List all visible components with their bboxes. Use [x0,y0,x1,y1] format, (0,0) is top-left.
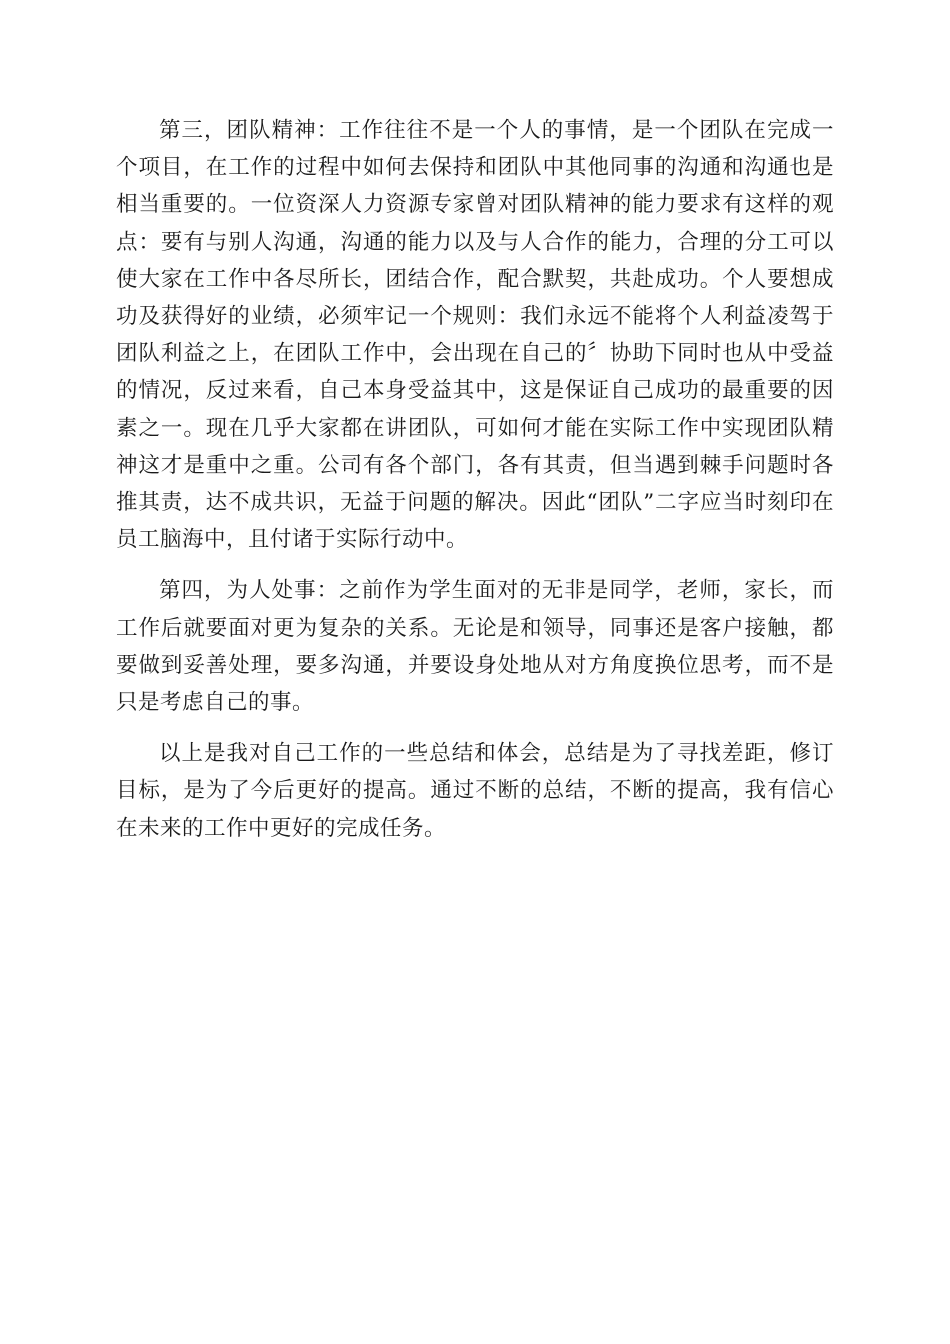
paragraph-conclusion: 以上是我对自己工作的一些总结和体会，总结是为了寻找差距，修订目标，是为了今后更好的提高。通过不断的总结，不断的提高，我有信心在未来的工作中更好的完成任务。 [116,741,834,841]
paragraph-team-spirit: 第三，团队精神：工作往往不是一个人的事情，是一个团队在完成一个项目，在工作的过程中如何去保持和团队中其他同事的沟通和沟通也是相当重要的。一位资深人力资源专家曾对团队精神的能力要求有这样的观点：要有与别人沟通，沟通的能力以及与人合作的能力，合理的分工可以使大家在工作中各尽所长，团结合作，配合默契，共赴成功。个人要想成功及获得好的业绩，必须牢记一个规则：我们永远不能将个人利益凌驾于团队利益之上，在团队工作中，会出现在自己的〞协助下同时也从中受益的情况，反过来看，自己本身受益其中，这是保证自己成功的最重要的因素之一。现在几乎大家都在讲团队，可如何才能在实际工作中实现团队精神这才是重中之重。公司有各个部门，各有其责，但当遇到棘手问题时各推其责，达不成共识，无益于问题的解决。因此“团队”二字应当时刻印在员工脑海中，且付诸于实际行动中。 [116,118,834,553]
document-body [116,112,834,847]
paragraph-interpersonal: 第四，为人处事：之前作为学生面对的无非是同学，老师，家长，而工作后就要面对更为复杂的关系。无论是和领导，同事还是客户接触，都要做到妥善处理，要多沟通，并要设身处地从对方角度换位思考，而不是只是考虑自己的事。 [116,578,834,716]
